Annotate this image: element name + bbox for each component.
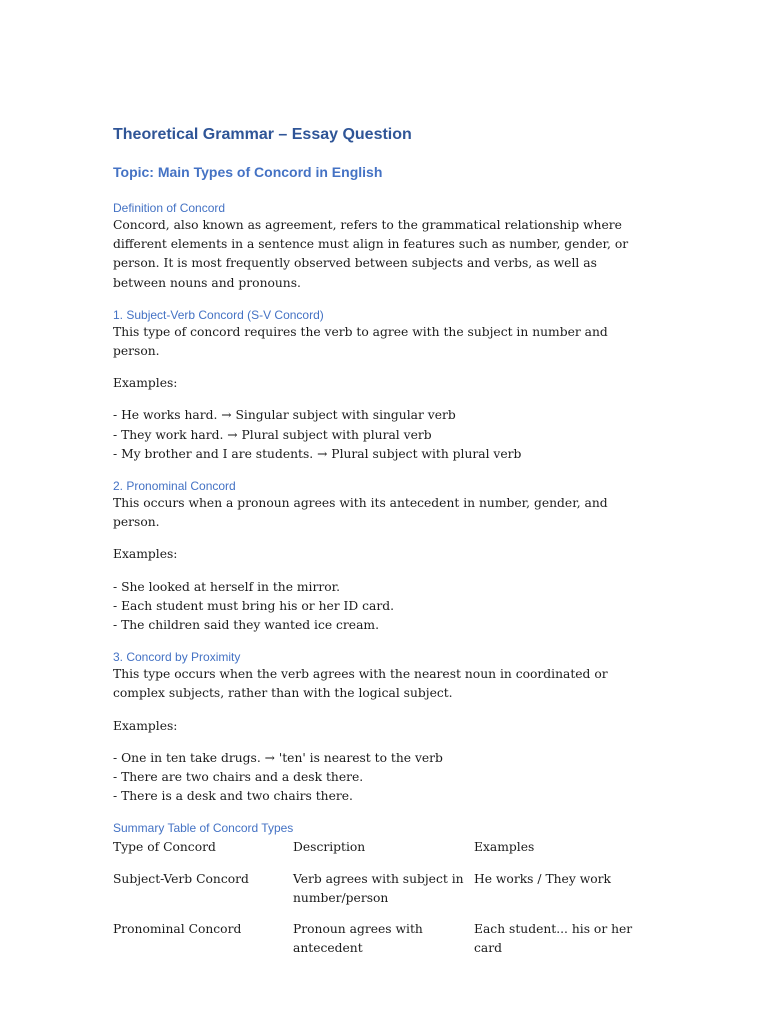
section-1-body: This type of concord requires the verb to agree with the subject in number and person. bbox=[113, 324, 612, 359]
example-item: - My brother and I are students. → Plural subject with plural verb bbox=[113, 446, 522, 461]
definition-body: Concord, also known as agreement, refers to the grammatical relationship where different elements in a sentence must align in features such as number, gender, or person. It is most frequently observed between subjects and verbs, as well as between nouns and pronouns. bbox=[113, 218, 633, 290]
section-3-heading: 3. Concord by Proximity bbox=[113, 650, 241, 665]
section-3-examples-label: Examples: bbox=[113, 718, 178, 733]
table-cell: He works / They work bbox=[474, 871, 611, 886]
example-item: - She looked at herself in the mirror. bbox=[113, 579, 341, 594]
example-item: - One in ten take drugs. → 'ten' is nearest to the verb bbox=[113, 750, 443, 765]
document-page bbox=[113, 124, 653, 958]
summary-heading: Summary Table of Concord Types bbox=[113, 821, 294, 836]
example-item: - There is a desk and two chairs there. bbox=[113, 789, 353, 804]
section-1-examples bbox=[113, 406, 653, 464]
section-3-body: This type occurs when the verb agrees with the nearest noun in coordinated or complex subjects, rather than with the logical subject. bbox=[113, 667, 612, 701]
section-2-heading: 2. Pronominal Concord bbox=[113, 479, 236, 494]
definition-heading: Definition of Concord bbox=[113, 201, 226, 215]
example-item: - There are two chairs and a desk there. bbox=[113, 770, 364, 785]
section-1-heading: 1. Subject-Verb Concord (S-V Concord) bbox=[113, 307, 324, 322]
example-item: - The children said they wanted ice cream. bbox=[113, 618, 379, 633]
table-cell: Pronoun agrees with antecedent bbox=[293, 922, 423, 956]
summary-table bbox=[113, 838, 634, 958]
section-1-examples-label: Examples: bbox=[113, 376, 178, 391]
example-item: - They work hard. → Plural subject with plural verb bbox=[113, 427, 432, 442]
table-header-cell: Examples bbox=[474, 840, 535, 855]
table-cell: Verb agrees with subject in number/person bbox=[293, 871, 464, 905]
table-header-cell: Description bbox=[293, 840, 366, 855]
table-cell: Each student... his or her card bbox=[474, 922, 633, 956]
table-row bbox=[113, 920, 634, 958]
section-2-examples-label: Examples: bbox=[113, 547, 178, 562]
section-3-examples bbox=[113, 749, 653, 807]
section-2-body: This occurs when a pronoun agrees with its antecedent in number, gender, and person. bbox=[113, 496, 612, 530]
table-header-cell: Type of Concord bbox=[113, 840, 216, 855]
table-cell: Pronominal Concord bbox=[113, 922, 242, 937]
table-cell: Subject-Verb Concord bbox=[113, 871, 249, 886]
example-item: - Each student must bring his or her ID card. bbox=[113, 598, 395, 613]
table-row bbox=[113, 870, 634, 920]
document-title: Theoretical Grammar – Essay Question bbox=[113, 126, 412, 143]
document-topic: Topic: Main Types of Concord in English bbox=[113, 164, 383, 180]
section-2-examples bbox=[113, 578, 653, 636]
example-item: - He works hard. → Singular subject with singular verb bbox=[113, 408, 456, 423]
table-header-row bbox=[113, 838, 634, 869]
